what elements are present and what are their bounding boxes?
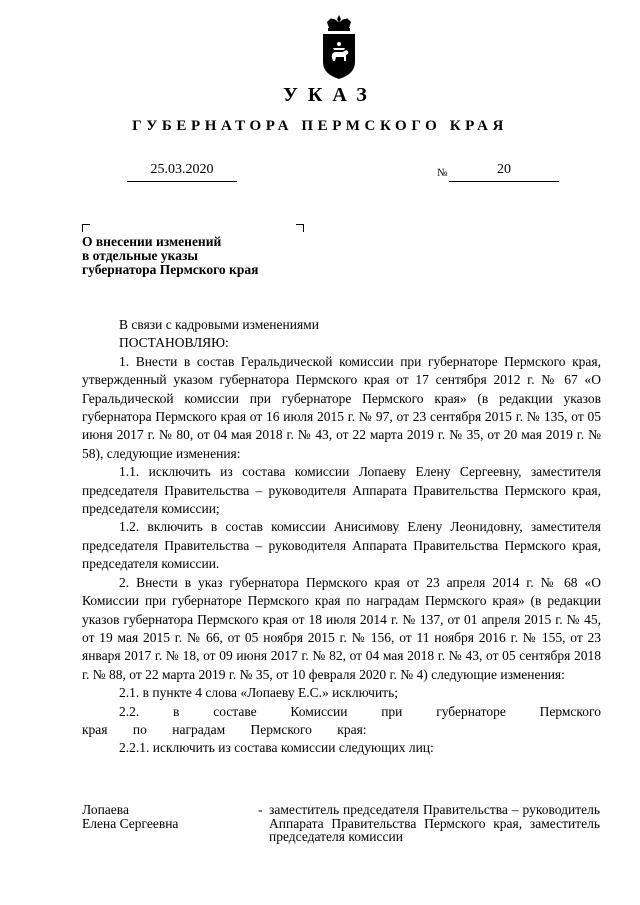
decree-body: [82, 316, 601, 758]
coat-of-arms-emblem: [319, 14, 359, 80]
paragraph-2-2: 2.2. в составе Комиссии при губернаторе Пермского края по наградам Пермского края:: [82, 703, 601, 737]
heading-line: в отдельные указы: [82, 248, 198, 263]
decree-number: 20: [497, 162, 511, 177]
decree-date: 25.03.2020: [150, 162, 214, 177]
paragraph-2-2-1: 2.2.1. исключить из состава комиссии следующих лиц:: [119, 740, 434, 756]
number-sign: №: [437, 167, 448, 179]
intro-paragraph: В связи с кадровыми изменениями: [119, 317, 319, 332]
heading-line: губернатора Пермского края: [82, 262, 259, 277]
decree-heading: [82, 235, 258, 277]
member-position: заместитель председателя Правительства – руководитель Аппарата Правительства Пермского края, заместитель председателя комиссии: [269, 802, 600, 844]
member-dash: -: [258, 802, 263, 817]
paragraph-1-2: 1.2. включить в состав комиссии Анисимову Елену Леонидовну, заместителя председателя Правительства – руководителя Аппарата Правительства Пермского края, председателя комиссии.: [82, 519, 601, 572]
heading-line: О внесении изменений: [82, 234, 222, 249]
paragraph-1-1: 1.1. исключить из состава комиссии Лопаеву Елену Сергеевну, заместителя председателя Правительства – руководителя Аппарата Правительства Пермского края, председателя комиссии;: [82, 464, 601, 517]
member-name: Лопаева Елена Сергеевна: [82, 802, 179, 831]
number-underline: [449, 180, 559, 182]
paragraph-1: 1. Внести в состав Геральдической комиссии при губернаторе Пермского края, утвержденный указом губернатора Пермского края от 17 сентября 2012 г. № 67 «О Геральдической комиссии при губернаторе Пермского края» (в редакции указов губернатора Пермского края от 16 июля 2015 г. № 97, от 23 сентября 2015 г. № 135, от 05 июня 2017 г. № 80, от 04 мая 2018 г. № 43, от 22 марта 2019 г. № 35, от 20 мая 2019 г. № 58), следующие изменения:: [82, 353, 601, 461]
heading-corner-right: [296, 224, 304, 232]
heading-corner-left: [82, 224, 90, 232]
paragraph-2-1: 2.1. в пункте 4 слова «Лопаеву Е.С.» исключить;: [119, 685, 398, 701]
date-underline: [127, 180, 237, 182]
paragraph-2: 2. Внести в указ губернатора Пермского края от 23 апреля 2014 г. № 68 «О Комиссии при губернаторе Пермского края по наградам Пермского края» (в редакции указов губернатора Пермского края от 18 июля 2014 г. № 137, от 01 апреля 2015 г. № 45, от 19 мая 2015 г. № 66, от 05 ноября 2015 г. № 156, от 11 ноября 2016 г. № 155, от 23 января 2017 г. № 18, от 09 июня 2017 г. № 82, от 04 мая 2018 г. № 43, от 05 сентября 2018 г. № 88, от 22 марта 2019 г. № 35, от 10 февраля 2020 г. № 4) следующие изменения:: [82, 574, 601, 682]
decree-word: ПОСТАНОВЛЯЮ:: [119, 335, 229, 351]
document-subtitle: ГУБЕРНАТОРА ПЕРМСКОГО КРАЯ: [132, 118, 508, 134]
document-title: УКАЗ: [283, 84, 377, 106]
